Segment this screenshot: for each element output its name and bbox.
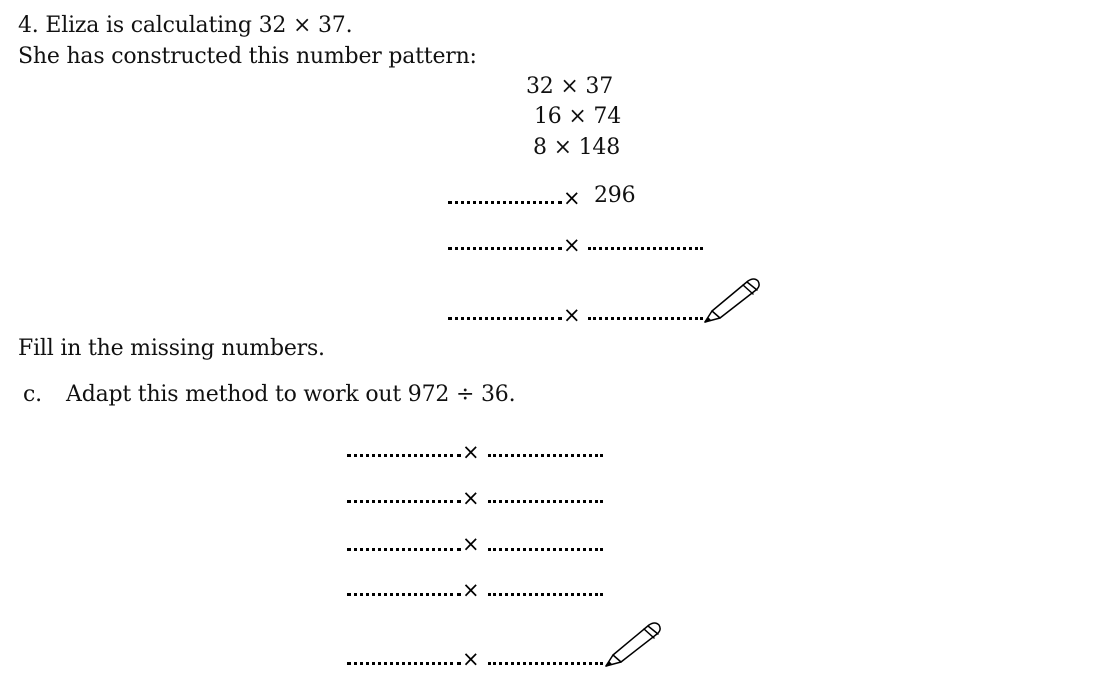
pattern-line-1: 32 × 37 — [526, 74, 614, 99]
times-sign: × — [563, 303, 581, 327]
answer-blank-left-c5[interactable] — [347, 662, 461, 665]
part-c-label: c. — [23, 382, 42, 407]
answer-blank-left-c4[interactable] — [347, 593, 461, 596]
question-title: 4. Eliza is calculating 32 × 37. — [18, 13, 353, 38]
answer-blank-right-3[interactable] — [588, 317, 703, 320]
answer-blank-left-c3[interactable] — [347, 548, 461, 551]
answer-blank-left-c1[interactable] — [347, 454, 461, 457]
answer-blank-right-c1[interactable] — [488, 454, 603, 457]
answer-blank-right-c4[interactable] — [488, 593, 603, 596]
answer-blank-right-c5[interactable] — [488, 662, 603, 665]
answer-blank-right-c2[interactable] — [488, 500, 603, 503]
answer-blank-right-c3[interactable] — [488, 548, 603, 551]
answer-blank-left-3[interactable] — [448, 317, 562, 320]
times-sign: × — [462, 578, 480, 602]
pen-icon — [703, 278, 763, 324]
times-sign: × — [462, 532, 480, 556]
question-intro: She has constructed this number pattern: — [18, 44, 477, 69]
pattern-line-3: 8 × 148 — [533, 135, 621, 160]
pen-icon — [604, 622, 664, 668]
times-sign: × — [462, 440, 480, 464]
instruction-text: Fill in the missing numbers. — [18, 336, 325, 361]
times-sign: × — [563, 186, 581, 210]
part-c-text: Adapt this method to work out 972 ÷ 36. — [66, 382, 516, 407]
answer-blank-left-c2[interactable] — [347, 500, 461, 503]
answer-blank-left-1[interactable] — [448, 201, 562, 204]
times-sign: × — [462, 647, 480, 671]
times-sign: × — [462, 486, 480, 510]
pattern-line-2: 16 × 74 — [534, 104, 622, 129]
given-value-296: 296 — [594, 183, 636, 208]
answer-blank-left-2[interactable] — [448, 247, 562, 250]
answer-blank-right-2[interactable] — [588, 247, 703, 250]
times-sign: × — [563, 233, 581, 257]
